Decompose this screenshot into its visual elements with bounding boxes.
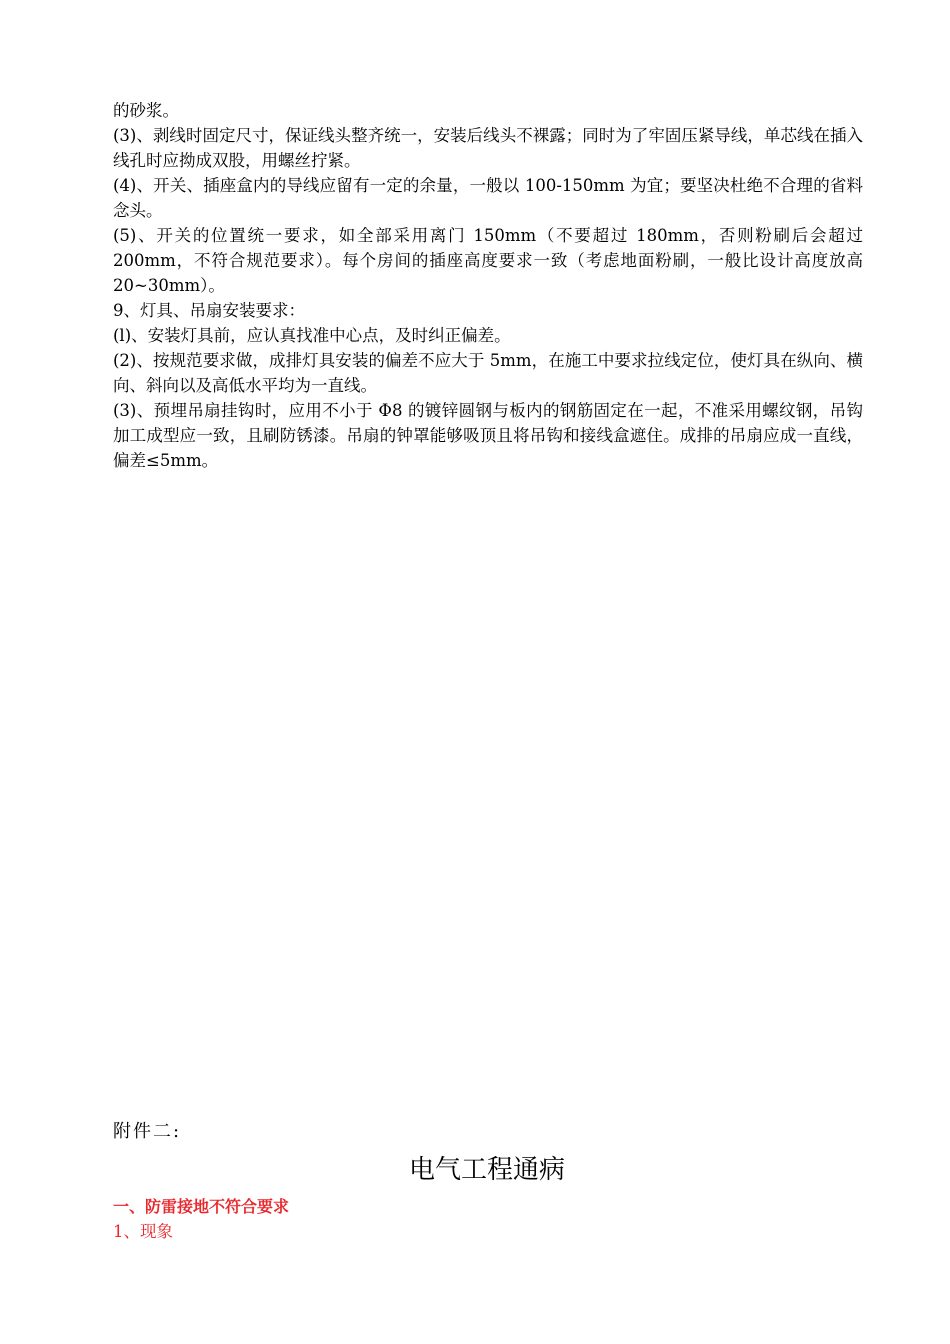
paragraph-mortar-end: 的砂浆。 <box>113 101 179 120</box>
sub-heading: 1、现象 <box>113 1222 173 1241</box>
body-text <box>113 98 863 473</box>
paragraph-fan-hook: (3)、预埋吊扇挂钩时，应用不小于 Φ8 的镀锌圆钢与板内的钢筋固定在一起，不准采用螺纹钢，吊钩加工成型应一致，且刷防锈漆。吊扇的钟罩能够吸顶且将吊钩和接线盒遮住。成排的吊扇应成一直线，偏差≤5mm。 <box>113 401 863 470</box>
paragraph-lamp-center: (l)、安装灯具前，应认真找准中心点，及时纠正偏差。 <box>113 326 511 345</box>
paragraph-wire-stripping: (3)、剥线时固定尺寸，保证线头整齐统一，安装后线头不裸露；同时为了牢固压紧导线，单芯线在插入线孔时应拗成双股，用螺丝拧紧。 <box>113 126 863 170</box>
paragraph-lamp-alignment: (2)、按规范要求做，成排灯具安装的偏差不应大于 5mm，在施工中要求拉线定位，使灯具在纵向、横向、斜向以及高低水平均为一直线。 <box>113 351 863 395</box>
paragraph-lighting-heading: 9、灯具、吊扇安装要求： <box>113 301 305 320</box>
paragraph-box-wire-slack: (4)、开关、插座盒内的导线应留有一定的余量，一般以 100-150mm 为宜；要坚决杜绝不合理的省料念头。 <box>113 176 863 220</box>
attachment-label: 附件二: <box>113 1121 182 1142</box>
document-title: 电气工程通病 <box>408 1155 565 1185</box>
section-heading: 一、防雷接地不符合要求 <box>113 1197 290 1216</box>
paragraph-switch-position: (5)、开关的位置统一要求，如全部采用离门 150mm（不要超过 180mm，否则粉刷后会超过 200mm，不符合规范要求）。每个房间的插座高度要求一致（考虑地面粉刷，一般比设计高度放高 20~30mm）。 <box>113 226 863 295</box>
